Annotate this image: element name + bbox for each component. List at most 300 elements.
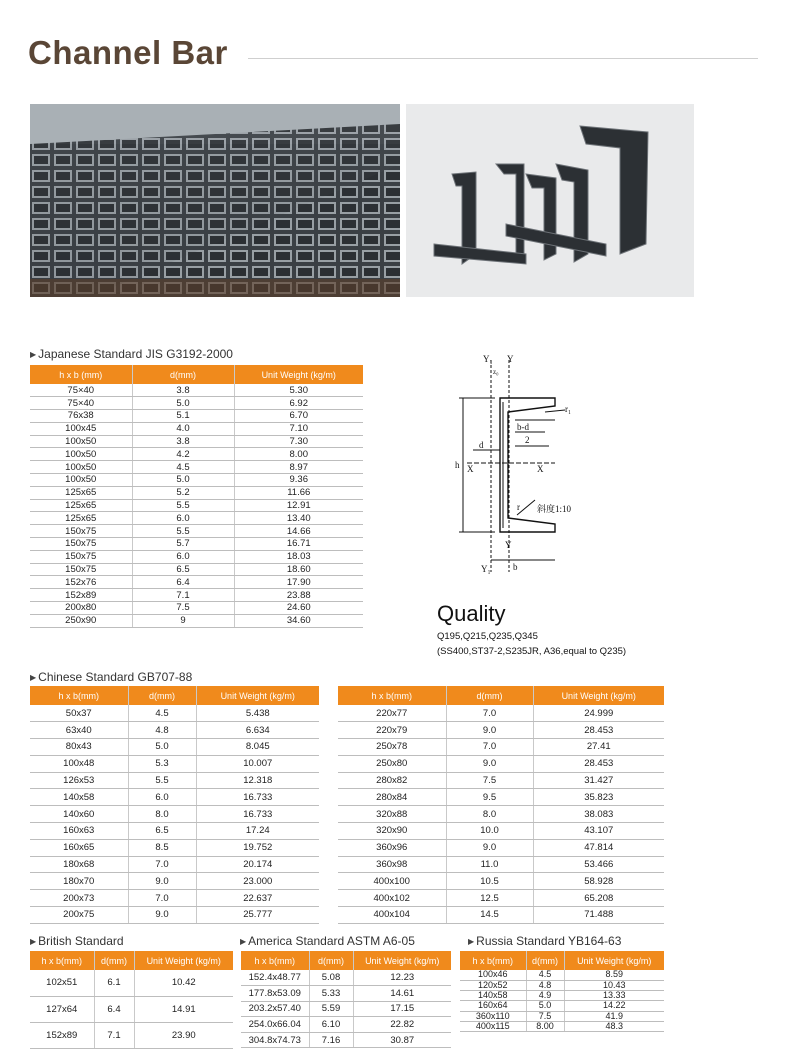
table-row	[338, 755, 664, 772]
gb-right-table-body	[338, 705, 664, 923]
america-table	[241, 951, 451, 1048]
table-header-row	[30, 951, 233, 970]
cell-thickness: 6.4	[94, 996, 134, 1022]
cell-thickness: 7.0	[128, 890, 196, 907]
cell-thickness: 7.5	[526, 1011, 564, 1021]
cell-size: 180x68	[30, 856, 128, 873]
cell-thickness: 12.5	[446, 890, 533, 907]
cell-size: 76x38	[30, 410, 132, 423]
cell-weight: 28.453	[533, 755, 664, 772]
cell-thickness: 7.5	[132, 602, 234, 615]
cell-weight: 16.71	[234, 538, 363, 551]
cell-size: 320x88	[338, 806, 446, 823]
cell-thickness: 5.3	[128, 755, 196, 772]
cell-size: 304.8x74.73	[241, 1032, 309, 1048]
cell-size: 50x37	[30, 705, 128, 722]
table-row	[30, 512, 363, 525]
cell-weight: 12.318	[196, 772, 319, 789]
cell-size: 160x64	[460, 1001, 526, 1011]
table-row	[338, 890, 664, 907]
cell-weight: 65.208	[533, 890, 664, 907]
cell-thickness: 4.0	[132, 422, 234, 435]
col-header-weight: Unit Weight (kg/m)	[353, 951, 451, 970]
cell-thickness: 5.5	[128, 772, 196, 789]
cell-weight: 43.107	[533, 823, 664, 840]
cell-size: 100x50	[30, 448, 132, 461]
cell-weight: 17.90	[234, 576, 363, 589]
table-row	[30, 996, 233, 1022]
cell-thickness: 4.5	[526, 970, 564, 980]
table-row	[30, 602, 363, 615]
triangle-bullet-icon: ▶	[240, 937, 247, 946]
table-row	[338, 873, 664, 890]
table-row	[30, 823, 319, 840]
cell-thickness: 9.0	[446, 722, 533, 739]
table-row	[30, 856, 319, 873]
col-header-weight: Unit Weight (kg/m)	[196, 686, 319, 705]
col-header-hxb: h x b(mm)	[30, 686, 128, 705]
diagram-label: b-d	[517, 422, 529, 432]
cell-size: 200x80	[30, 602, 132, 615]
table-row	[30, 563, 363, 576]
table-header-row	[241, 951, 451, 970]
cell-weight: 23.88	[234, 589, 363, 602]
cell-weight: 14.66	[234, 525, 363, 538]
table-row	[241, 1032, 451, 1048]
cell-weight: 47.814	[533, 839, 664, 856]
gb-right-table	[338, 686, 664, 924]
cell-weight: 31.427	[533, 772, 664, 789]
cell-weight: 41.9	[564, 1011, 664, 1021]
triangle-bullet-icon: ▶	[30, 350, 37, 359]
cell-thickness: 5.0	[526, 1001, 564, 1011]
cell-weight: 8.59	[564, 970, 664, 980]
russia-heading: ▶ Russia Standard YB164-63	[468, 934, 622, 948]
cell-size: 160x65	[30, 839, 128, 856]
russia-table	[460, 951, 664, 1032]
table-row	[30, 525, 363, 538]
cell-weight: 5.438	[196, 705, 319, 722]
table-row	[241, 1017, 451, 1033]
table-row	[30, 486, 363, 499]
diagram-label: X	[467, 464, 474, 474]
cell-thickness: 8.00	[526, 1021, 564, 1031]
cell-thickness: 5.1	[132, 410, 234, 423]
cell-weight: 8.045	[196, 739, 319, 756]
cell-size: 152.4x48.77	[241, 970, 309, 986]
quality-grades: Q195,Q215,Q235,Q345	[437, 631, 538, 642]
col-header-hxb: h x b(mm)	[338, 686, 446, 705]
cell-size: 400x102	[338, 890, 446, 907]
cell-weight: 10.007	[196, 755, 319, 772]
cell-weight: 22.82	[353, 1017, 451, 1033]
cell-size: 250x90	[30, 614, 132, 627]
cell-weight: 7.10	[234, 422, 363, 435]
cell-thickness: 7.1	[132, 589, 234, 602]
diagram-label: r₁	[565, 404, 572, 414]
quality-title: Quality	[437, 601, 506, 626]
cell-thickness: 5.5	[132, 499, 234, 512]
cell-weight: 71.488	[533, 907, 664, 924]
cell-size: 100x46	[460, 970, 526, 980]
table-row	[460, 970, 664, 980]
cell-size: 150x75	[30, 550, 132, 563]
cell-size: 100x50	[30, 461, 132, 474]
col-header-weight: Unit Weight (kg/m)	[234, 365, 363, 384]
table-row	[30, 1022, 233, 1048]
diagram-label: h	[455, 460, 460, 470]
table-row	[30, 970, 233, 996]
gb-left-table	[30, 686, 319, 924]
cell-weight: 48.3	[564, 1021, 664, 1031]
cell-thickness: 3.8	[132, 384, 234, 397]
cell-size: 152x76	[30, 576, 132, 589]
table-row	[30, 890, 319, 907]
cell-size: 180x70	[30, 873, 128, 890]
cell-thickness: 5.0	[132, 474, 234, 487]
russia-table-body	[460, 970, 664, 1032]
cell-thickness: 6.0	[128, 789, 196, 806]
cell-size: 400x115	[460, 1021, 526, 1031]
cell-thickness: 6.0	[132, 512, 234, 525]
cell-thickness: 5.7	[132, 538, 234, 551]
table-row	[460, 1021, 664, 1031]
cell-thickness: 4.2	[132, 448, 234, 461]
cell-weight: 16.733	[196, 789, 319, 806]
table-row	[241, 970, 451, 986]
table-row	[30, 755, 319, 772]
cell-thickness: 5.59	[309, 1001, 353, 1017]
cell-size: 80x43	[30, 739, 128, 756]
cell-weight: 18.03	[234, 550, 363, 563]
cell-size: 140x58	[30, 789, 128, 806]
cell-size: 100x48	[30, 755, 128, 772]
cell-size: 100x45	[30, 422, 132, 435]
warehouse-photo	[30, 104, 400, 297]
table-row	[30, 589, 363, 602]
cell-size: 125x65	[30, 512, 132, 525]
gb-heading: ▶ Chinese Standard GB707-88	[30, 670, 193, 684]
cell-weight: 11.66	[234, 486, 363, 499]
cell-weight: 53.466	[533, 856, 664, 873]
cell-weight: 58.928	[533, 873, 664, 890]
table-row	[338, 705, 664, 722]
table-row	[30, 705, 319, 722]
cell-thickness: 4.5	[128, 705, 196, 722]
british-table	[30, 951, 233, 1049]
cell-weight: 12.23	[353, 970, 451, 986]
table-row	[30, 789, 319, 806]
cell-thickness: 9.0	[128, 873, 196, 890]
cell-thickness: 7.1	[94, 1022, 134, 1048]
cell-size: 177.8x53.09	[241, 986, 309, 1002]
table-row	[241, 986, 451, 1002]
cell-size: 125x65	[30, 486, 132, 499]
cell-weight: 14.61	[353, 986, 451, 1002]
cell-size: 200x75	[30, 907, 128, 924]
cell-size: 280x84	[338, 789, 446, 806]
cell-thickness: 7.16	[309, 1032, 353, 1048]
cell-weight: 14.91	[134, 996, 233, 1022]
cell-size: 203.2x57.40	[241, 1001, 309, 1017]
cell-weight: 17.24	[196, 823, 319, 840]
cell-thickness: 5.33	[309, 986, 353, 1002]
cell-size: 100x50	[30, 474, 132, 487]
table-row	[30, 410, 363, 423]
cell-size: 250x80	[338, 755, 446, 772]
col-header-d: d(mm)	[309, 951, 353, 970]
table-row	[30, 873, 319, 890]
cell-thickness: 4.8	[526, 980, 564, 990]
cell-size: 127x64	[30, 996, 94, 1022]
cell-thickness: 6.5	[128, 823, 196, 840]
cell-size: 152x89	[30, 1022, 94, 1048]
cell-thickness: 5.0	[128, 739, 196, 756]
cell-size: 150x75	[30, 525, 132, 538]
diagram-label: r	[517, 502, 520, 512]
cell-thickness: 9.0	[446, 839, 533, 856]
table-row	[30, 461, 363, 474]
table-row	[241, 1001, 451, 1017]
cell-size: 360x96	[338, 839, 446, 856]
cell-weight: 7.30	[234, 435, 363, 448]
table-row	[338, 806, 664, 823]
table-row	[30, 806, 319, 823]
channel-cross-section-diagram	[445, 350, 595, 585]
table-row	[30, 550, 363, 563]
cell-thickness: 6.0	[132, 550, 234, 563]
cell-weight: 27.41	[533, 739, 664, 756]
cell-weight: 18.60	[234, 563, 363, 576]
product-photo	[406, 104, 694, 297]
table-row	[30, 435, 363, 448]
cell-size: 120x52	[460, 980, 526, 990]
table-row	[30, 474, 363, 487]
cell-weight: 25.777	[196, 907, 319, 924]
cell-weight: 30.87	[353, 1032, 451, 1048]
table-row	[30, 499, 363, 512]
america-table-body	[241, 970, 451, 1048]
cell-size: 152x89	[30, 589, 132, 602]
table-row	[460, 991, 664, 1001]
title-divider	[248, 58, 758, 59]
table-row	[460, 1011, 664, 1021]
table-row	[30, 538, 363, 551]
table-header-row	[460, 951, 664, 970]
cell-thickness: 6.10	[309, 1017, 353, 1033]
triangle-bullet-icon: ▶	[468, 937, 475, 946]
cell-weight: 8.97	[234, 461, 363, 474]
table-row	[30, 907, 319, 924]
cell-thickness: 14.5	[446, 907, 533, 924]
jis-heading: ▶ Japanese Standard JIS G3192-2000	[30, 347, 233, 361]
cell-size: 63x40	[30, 722, 128, 739]
cell-weight: 5.30	[234, 384, 363, 397]
cell-weight: 28.453	[533, 722, 664, 739]
cell-weight: 17.15	[353, 1001, 451, 1017]
cell-size: 320x90	[338, 823, 446, 840]
gb-left-table-body	[30, 705, 319, 923]
cell-thickness: 5.5	[132, 525, 234, 538]
cell-weight: 13.40	[234, 512, 363, 525]
table-row	[30, 772, 319, 789]
table-row	[338, 823, 664, 840]
cell-thickness: 4.5	[132, 461, 234, 474]
triangle-bullet-icon: ▶	[30, 937, 37, 946]
cell-weight: 12.91	[234, 499, 363, 512]
cell-size: 150x75	[30, 538, 132, 551]
cell-weight: 22.637	[196, 890, 319, 907]
cell-weight: 10.42	[134, 970, 233, 996]
col-header-hxb: h x b(mm)	[241, 951, 309, 970]
cell-weight: 9.36	[234, 474, 363, 487]
cell-weight: 20.174	[196, 856, 319, 873]
cell-size: 220x77	[338, 705, 446, 722]
jis-table	[30, 365, 363, 628]
cell-weight: 8.00	[234, 448, 363, 461]
cell-size: 75×40	[30, 384, 132, 397]
diagram-label: Y	[505, 540, 512, 550]
col-header-weight: Unit Weight (kg/m)	[134, 951, 233, 970]
col-header-d: d(mm)	[132, 365, 234, 384]
cell-thickness: 5.2	[132, 486, 234, 499]
table-row	[30, 384, 363, 397]
america-heading: ▶ America Standard ASTM A6-05	[240, 934, 415, 948]
cell-weight: 24.60	[234, 602, 363, 615]
cell-thickness: 6.4	[132, 576, 234, 589]
cell-weight: 6.634	[196, 722, 319, 739]
cell-size: 400x104	[338, 907, 446, 924]
col-header-d: d(mm)	[94, 951, 134, 970]
diagram-label: Y	[507, 354, 514, 364]
table-header-row	[30, 365, 363, 384]
cell-thickness: 9.5	[446, 789, 533, 806]
cell-thickness: 8.0	[446, 806, 533, 823]
british-table-body	[30, 970, 233, 1048]
diagram-label: Y₁	[483, 354, 493, 364]
cell-weight: 38.083	[533, 806, 664, 823]
table-row	[338, 839, 664, 856]
diagram-label: X	[537, 464, 544, 474]
table-header-row	[338, 686, 664, 705]
cell-thickness: 5.08	[309, 970, 353, 986]
col-header-hxb: h x b(mm)	[30, 951, 94, 970]
cell-weight: 6.92	[234, 397, 363, 410]
cell-size: 280x82	[338, 772, 446, 789]
cell-thickness: 7.0	[446, 705, 533, 722]
table-row	[30, 576, 363, 589]
col-header-hxb: h x b (mm)	[30, 365, 132, 384]
diagram-label: b	[513, 562, 518, 572]
cell-size: 102x51	[30, 970, 94, 996]
cell-size: 200x73	[30, 890, 128, 907]
table-row	[30, 448, 363, 461]
cell-size: 254.0x66.04	[241, 1017, 309, 1033]
table-row	[338, 789, 664, 806]
table-row	[338, 739, 664, 756]
diagram-label: z₀	[493, 368, 499, 376]
cell-thickness: 8.5	[128, 839, 196, 856]
cell-size: 100x50	[30, 435, 132, 448]
cell-size: 160x63	[30, 823, 128, 840]
cell-weight: 16.733	[196, 806, 319, 823]
table-row	[30, 422, 363, 435]
cell-weight: 6.70	[234, 410, 363, 423]
cell-size: 360x98	[338, 856, 446, 873]
cell-weight: 24.999	[533, 705, 664, 722]
table-row	[338, 856, 664, 873]
page-title: Channel Bar	[28, 34, 228, 71]
table-row	[460, 1001, 664, 1011]
col-header-hxb: h x b(mm)	[460, 951, 526, 970]
cell-thickness: 8.0	[128, 806, 196, 823]
table-row	[338, 907, 664, 924]
jis-table-body	[30, 384, 363, 627]
cell-weight: 23.90	[134, 1022, 233, 1048]
diagram-label: 2	[525, 435, 530, 445]
table-row	[338, 772, 664, 789]
cell-thickness: 4.9	[526, 991, 564, 1001]
col-header-d: d(mm)	[128, 686, 196, 705]
cell-weight: 23.000	[196, 873, 319, 890]
table-row	[460, 980, 664, 990]
table-row	[30, 397, 363, 410]
cell-thickness: 3.8	[132, 435, 234, 448]
cell-size: 400x100	[338, 873, 446, 890]
cell-thickness: 4.8	[128, 722, 196, 739]
cell-weight: 10.43	[564, 980, 664, 990]
cell-thickness: 6.1	[94, 970, 134, 996]
table-header-row	[30, 686, 319, 705]
cell-size: 140x58	[460, 991, 526, 1001]
col-header-weight: Unit Weight (kg/m)	[564, 951, 664, 970]
col-header-d: d(mm)	[526, 951, 564, 970]
cell-thickness: 9	[132, 614, 234, 627]
cell-thickness: 5.0	[132, 397, 234, 410]
cell-weight: 13.33	[564, 991, 664, 1001]
table-row	[30, 739, 319, 756]
quality-equivalents: (SS400,ST37-2,S235JR, A36,equal to Q235)	[437, 646, 627, 657]
cell-weight: 19.752	[196, 839, 319, 856]
cell-size: 126x53	[30, 772, 128, 789]
cell-weight: 34.60	[234, 614, 363, 627]
cell-size: 140x60	[30, 806, 128, 823]
cell-thickness: 11.0	[446, 856, 533, 873]
cell-thickness: 9.0	[128, 907, 196, 924]
table-row	[30, 839, 319, 856]
cell-thickness: 9.0	[446, 755, 533, 772]
cell-weight: 35.823	[533, 789, 664, 806]
cell-size: 250x78	[338, 739, 446, 756]
col-header-d: d(mm)	[446, 686, 533, 705]
diagram-label: d	[479, 440, 484, 450]
table-row	[30, 614, 363, 627]
british-heading: ▶ British Standard	[30, 934, 124, 948]
cell-size: 220x79	[338, 722, 446, 739]
cell-thickness: 10.5	[446, 873, 533, 890]
table-row	[30, 722, 319, 739]
cell-size: 75×40	[30, 397, 132, 410]
col-header-weight: Unit Weight (kg/m)	[533, 686, 664, 705]
cell-weight: 14.22	[564, 1001, 664, 1011]
table-row	[338, 722, 664, 739]
cell-thickness: 7.5	[446, 772, 533, 789]
cell-size: 150x75	[30, 563, 132, 576]
triangle-bullet-icon: ▶	[30, 673, 37, 682]
cell-thickness: 7.0	[446, 739, 533, 756]
diagram-label: 斜度1:10	[537, 504, 572, 514]
cell-thickness: 10.0	[446, 823, 533, 840]
